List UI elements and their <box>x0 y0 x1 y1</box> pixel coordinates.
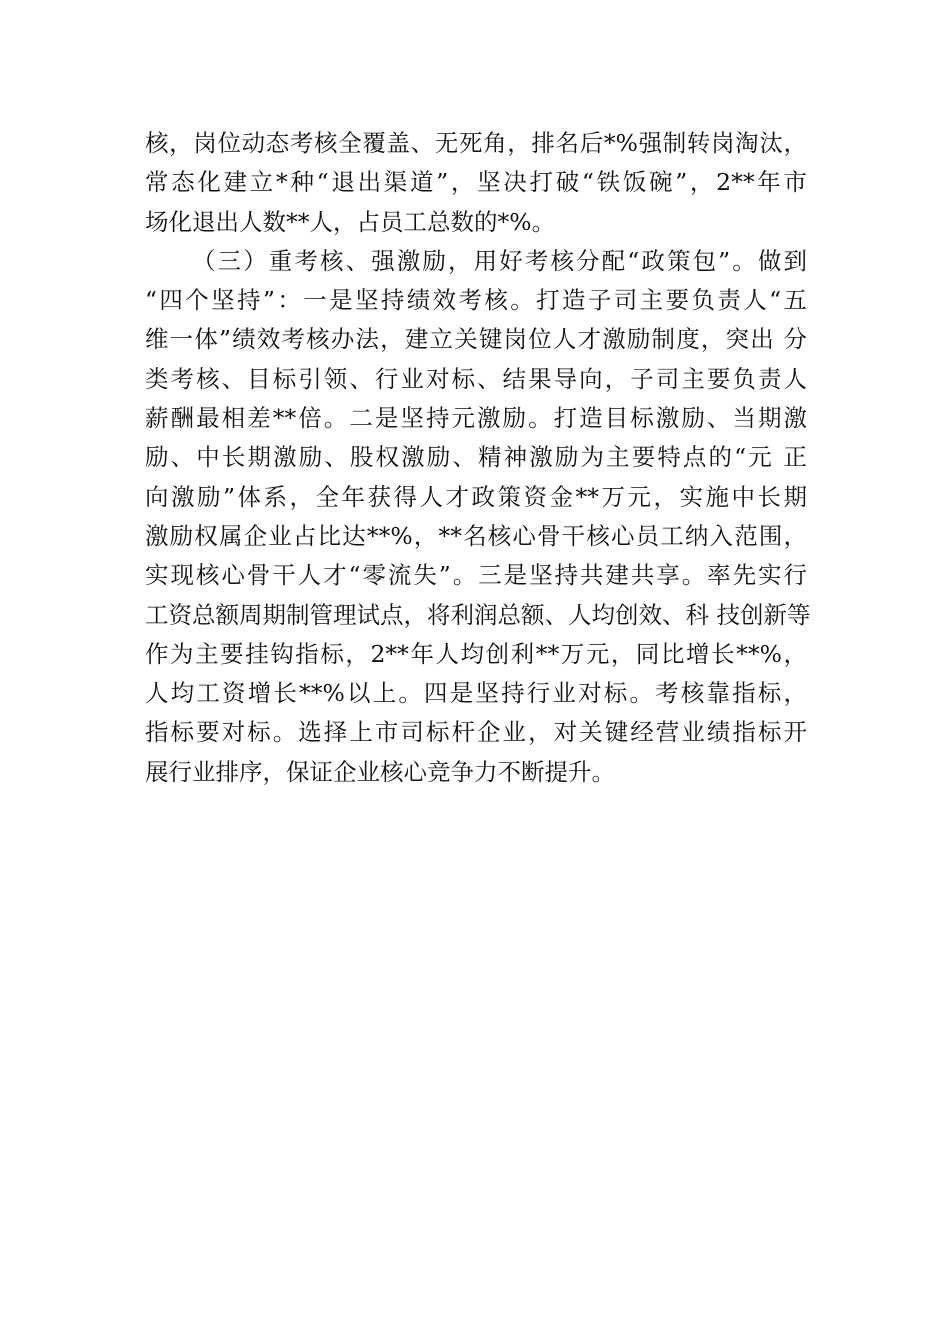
text-line: 工资总额周期制管理试点，将利润总额、人均创效、科 技创新等 <box>145 600 811 629</box>
text-line: 类考核、目标引领、行业对标、结果导向，子司主要负责人 <box>145 364 807 393</box>
section-heading-line: （三）重考核、强激励，用好考核分配“政策包”。做到 <box>192 246 807 275</box>
text-line: 维一体”绩效考核办法，建立关键岗位人才激励制度，突出 分 <box>145 325 807 354</box>
body-text <box>145 124 811 792</box>
text-line: 核，岗位动态考核全覆盖、无死角，排名后*%强制转岗淘汰， <box>145 129 807 157</box>
text-line: “四个坚持”：一是坚持绩效考核。打造子司主要负责人“五 <box>145 286 807 315</box>
text-line: 向激励”体系，全年获得人才政策资金**万元，实施中长期 <box>145 482 807 511</box>
text-line: 场化退出人数**人，占员工总数的*%。 <box>145 207 556 236</box>
text-line: 实现核心骨干人才“零流失”。三是坚持共建共享。率先实行 <box>145 561 807 590</box>
text-line: 励、中长期激励、股权激励、精神激励为主要特点的“元 正 <box>145 443 807 472</box>
text-line: 激励权属企业占比达**%，**名核心骨干核心员工纳入范围， <box>145 521 807 550</box>
text-line: 薪酬最相差**倍。二是坚持元激励。打造目标激励、当期激 <box>145 404 807 433</box>
text-line: 展行业排序，保证企业核心竞争力不断提升。 <box>145 757 615 786</box>
text-line: 作为主要挂钩指标，2**年人均创利**万元，同比增长**%， <box>145 639 807 668</box>
text-line: 人均工资增长**%以上。四是坚持行业对标。考核靠指标， <box>145 679 807 708</box>
text-line: 指标要对标。选择上市司标杆企业，对关键经营业绩指标开 <box>145 718 807 747</box>
text-line: 常态化建立*种“退出渠道”，坚决打破“铁饭碗”，2**年市 <box>145 168 807 197</box>
